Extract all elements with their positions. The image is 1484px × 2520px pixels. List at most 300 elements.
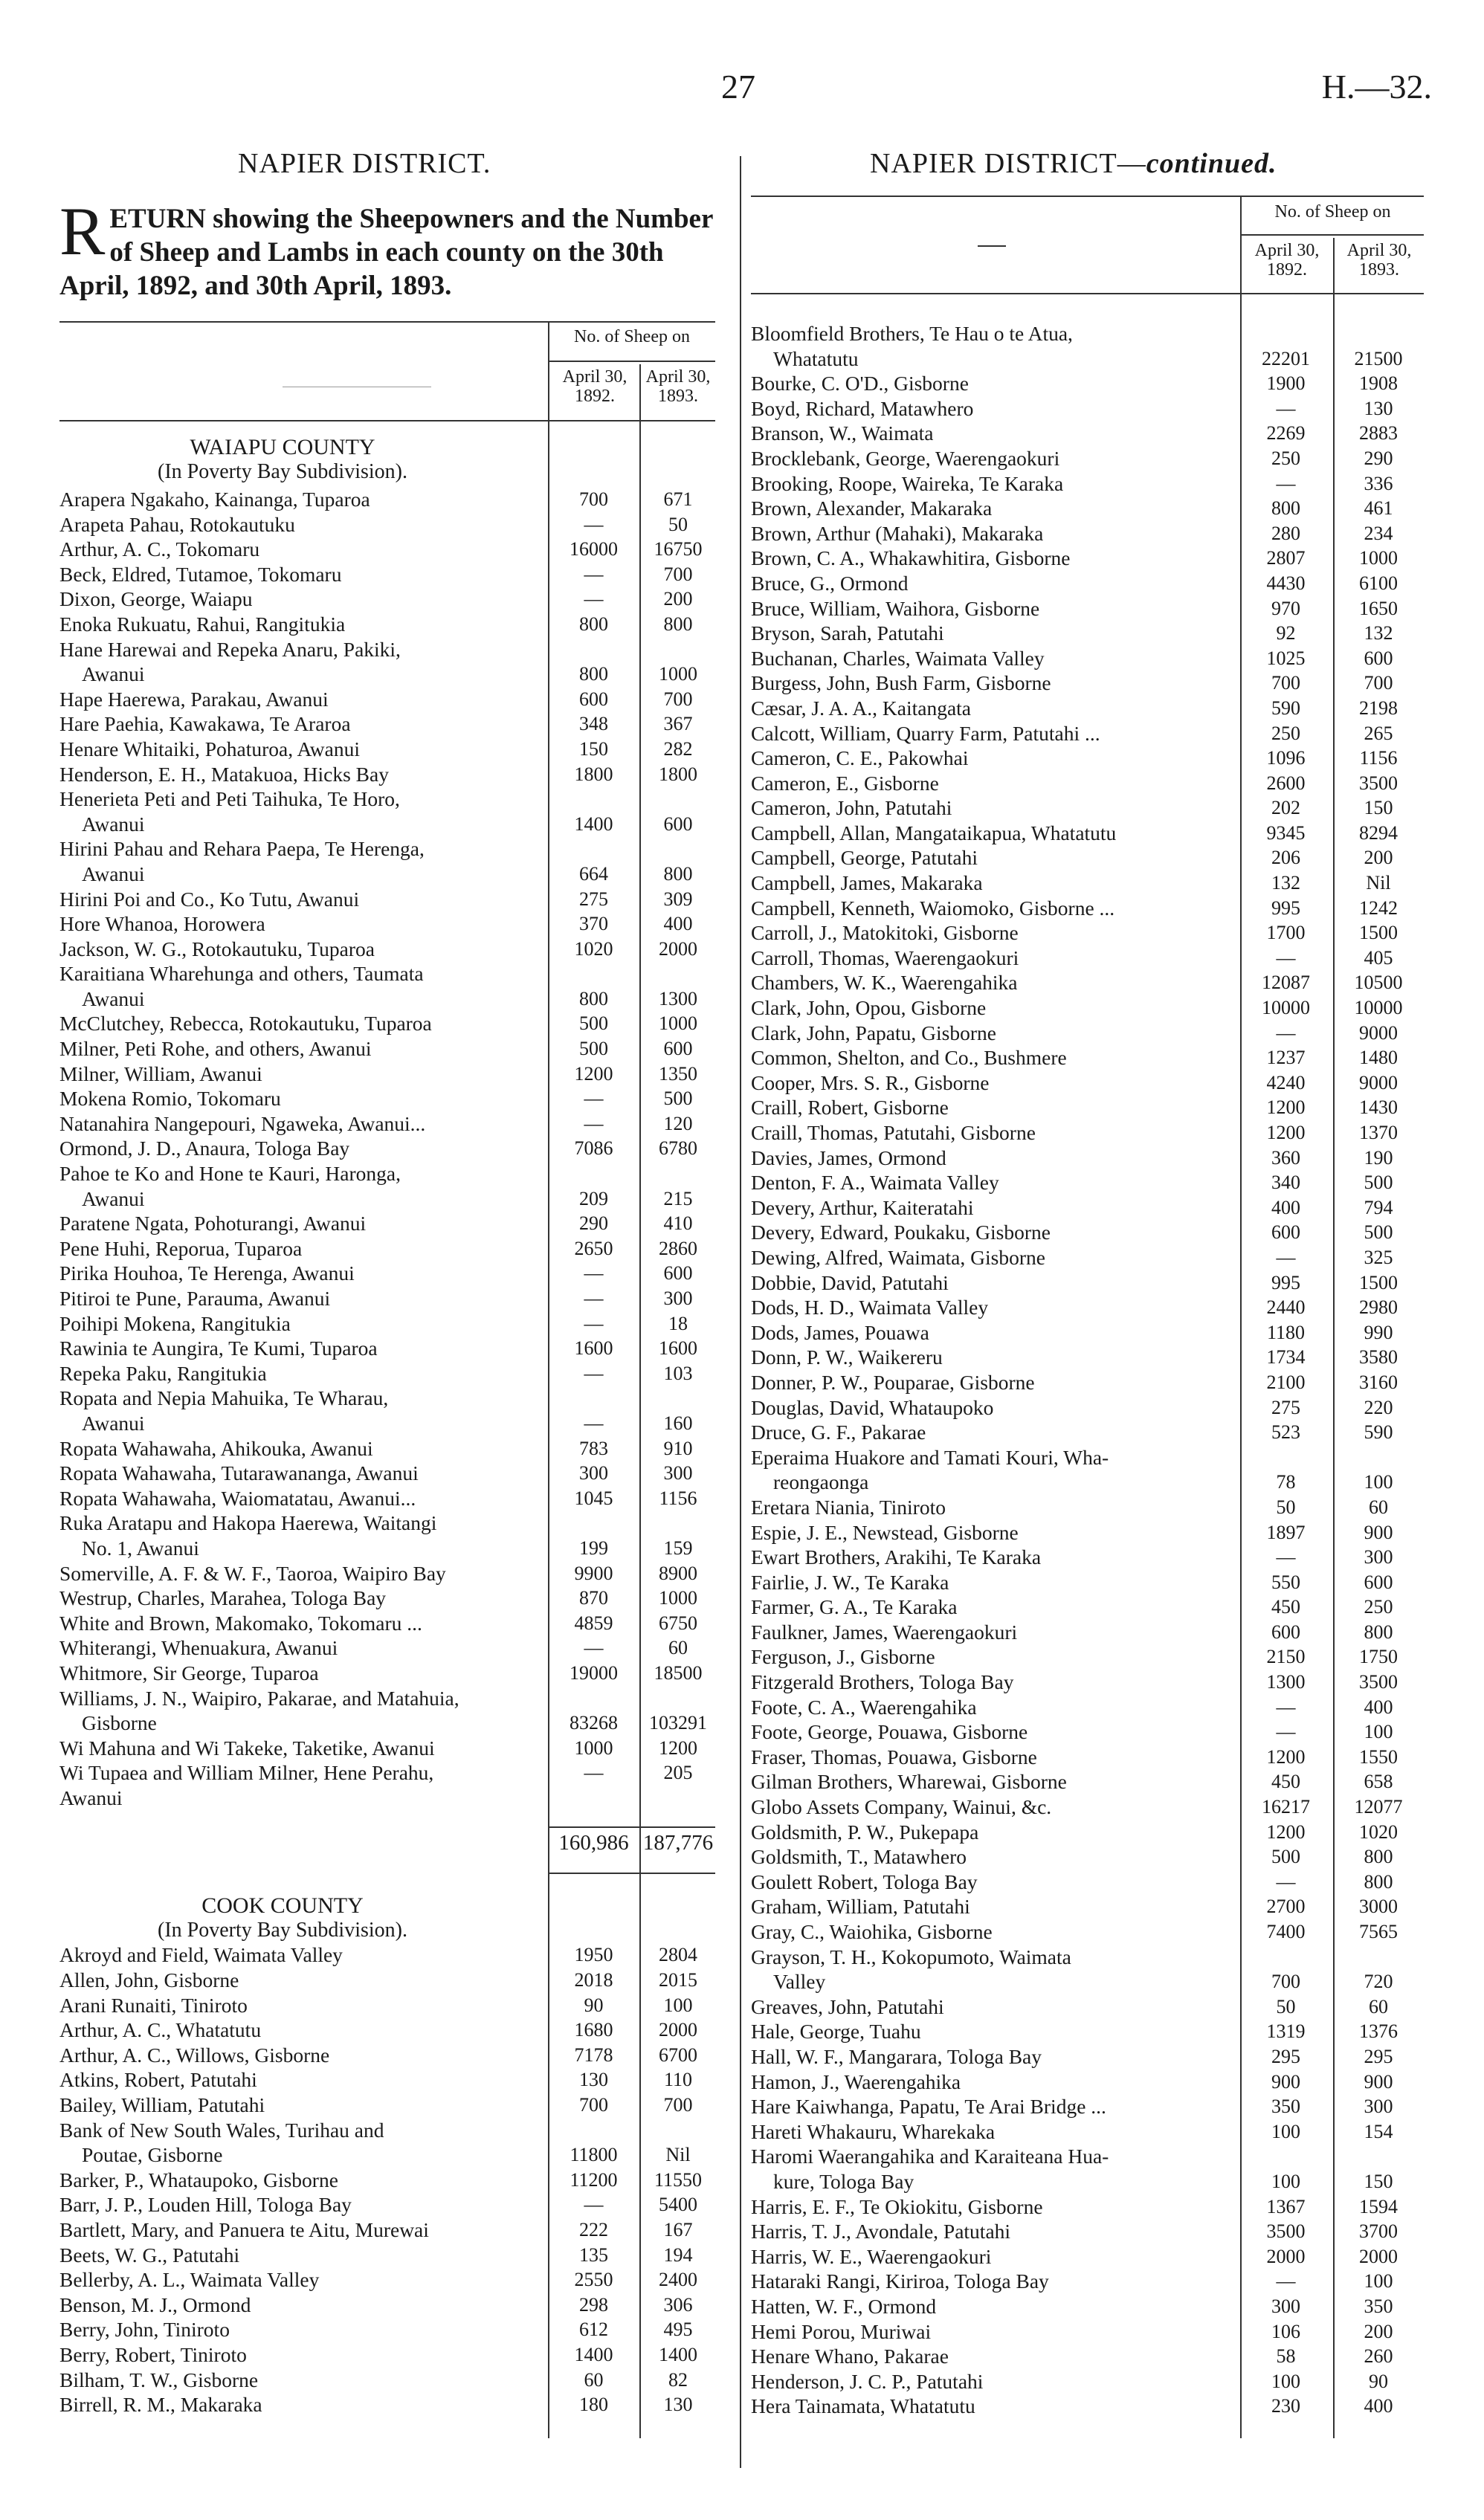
- owner-name: Poihipi Mokena, Rangitukia: [59, 1311, 291, 1335]
- sheep-count-1893: 295: [1364, 2045, 1393, 2067]
- sheep-count-1893: 103: [663, 1362, 693, 1384]
- owner-name: Bank of New South Wales, Turihau and: [59, 2118, 384, 2142]
- sheep-count-1892: 400: [1271, 1196, 1300, 1218]
- waiapu-row: [59, 1561, 715, 1586]
- waiapu-row: [59, 1536, 715, 1561]
- owner-name: Harris, W. E., Waerengaokuri: [751, 2244, 992, 2268]
- owner-name: Ropata Wahawaha, Waiomatatau, Awanui...: [59, 1486, 416, 1510]
- napier-cont-row: [751, 596, 1424, 621]
- waiapu-row: [59, 1361, 715, 1386]
- sheep-count-1892: 7086: [574, 1137, 613, 1160]
- cook-row: [59, 1968, 715, 1993]
- owner-name: Branson, W., Waimata: [751, 421, 934, 445]
- owner-name: Gilman Brothers, Wharewai, Gisborne: [751, 1770, 1067, 1794]
- napier-cont-row: [751, 421, 1424, 446]
- sheep-count-1893: 1500: [1359, 1271, 1398, 1293]
- sheep-count-1893: 400: [1364, 2395, 1393, 2417]
- owner-name: Davies, James, Ormond: [751, 1146, 946, 1169]
- sheep-count-1892: 7400: [1266, 1921, 1306, 1942]
- napier-cont-row: [751, 696, 1424, 721]
- sheep-count-1893: 495: [663, 2319, 693, 2341]
- napier-cont-row: [751, 471, 1424, 497]
- sheep-count-1892: 1300: [1266, 1671, 1306, 1693]
- sheep-count-1892: 19000: [570, 1661, 618, 1684]
- sheep-count-1893: 700: [663, 563, 693, 585]
- sheep-count-1893: 3700: [1359, 2220, 1398, 2243]
- owner-name: Hemi Porou, Muriwai: [751, 2319, 932, 2343]
- sheep-count-1893: Nil: [665, 2144, 691, 2166]
- sheep-count-1893: 150: [1364, 797, 1393, 819]
- sheep-count-1892: 9900: [574, 1562, 613, 1584]
- owner-name: Harris, E. F., Te Okiokitu, Gisborne: [751, 2194, 1043, 2218]
- owner-name: Hape Haerewa, Parakau, Awanui: [59, 687, 329, 711]
- waiapu-row: [59, 612, 715, 637]
- intro-paragraph: [59, 193, 729, 303]
- owner-name: Campbell, George, Patutahi: [751, 846, 978, 870]
- napier-cont-row: [751, 1295, 1424, 1320]
- waiapu-row: [59, 1586, 715, 1611]
- sheep-count-1892: 275: [579, 888, 608, 910]
- owner-name: Henderson, E. H., Matakuoa, Hicks Bay: [59, 762, 389, 786]
- sheep-count-1893: 159: [663, 1537, 693, 1559]
- sheep-count-1893: 405: [1364, 946, 1393, 969]
- sheep-count-1892: 3500: [1266, 2220, 1306, 2243]
- cook-row: [59, 1993, 715, 2018]
- waiapu-row: [59, 1211, 715, 1236]
- owner-name: Ropata Wahawaha, Ahikouka, Awanui: [59, 1436, 373, 1460]
- owner-name: Rawinia te Aungira, Te Kumi, Tuparoa: [59, 1337, 378, 1360]
- right-col2-header: April 30, 1893.: [1346, 241, 1412, 280]
- sheep-count-1893: 309: [663, 888, 693, 910]
- sheep-count-1892: 2000: [1266, 2245, 1306, 2267]
- owner-name: Hamon, J., Waerengahika: [751, 2070, 961, 2093]
- owner-name: Hane Harewai and Repeka Anaru, Pakiki,: [59, 637, 401, 661]
- owner-name: Allen, John, Gisborne: [59, 1968, 239, 1992]
- owner-name: Pahoe te Ko and Hone te Kauri, Haronga,: [59, 1162, 401, 1186]
- sheep-count-1892: 970: [1271, 597, 1300, 619]
- sheep-count-1892: 1000: [574, 1736, 613, 1759]
- sheep-count-1893: 1430: [1359, 1096, 1398, 1119]
- sheep-count-1893: 12077: [1354, 1796, 1403, 1818]
- sheep-count-1893: 350: [1364, 2295, 1393, 2317]
- waiapu-row: [59, 1286, 715, 1311]
- sheep-count-1892: 2150: [1266, 1646, 1306, 1668]
- left-no-sheep-header: No. of Sheep on: [574, 327, 690, 346]
- sheep-count-1892: —: [1276, 472, 1296, 494]
- sheep-count-1893: 1350: [659, 1062, 697, 1085]
- sheep-count-1892: 1020: [574, 937, 613, 960]
- sheep-count-1892: 2807: [1266, 547, 1306, 569]
- sheep-count-1893: 900: [1364, 2070, 1393, 2093]
- sheep-count-1892: 1025: [1266, 647, 1306, 669]
- napier-cont-row: [751, 2194, 1424, 2220]
- napier-cont-row: [751, 995, 1424, 1021]
- sheep-count-1892: 12087: [1262, 972, 1310, 994]
- napier-cont-row: [751, 1545, 1424, 1570]
- owner-name: Bruce, William, Waihora, Gisborne: [751, 596, 1040, 620]
- sheep-count-1892: 11800: [570, 2144, 618, 2166]
- cook-county-title: COOK COUNTY: [201, 1893, 364, 1919]
- napier-cont-row: [751, 1595, 1424, 1620]
- sheep-count-1893: 367: [663, 713, 693, 735]
- owner-name: Cameron, C. E., Pakowhai: [751, 746, 969, 770]
- sheep-count-1893: 234: [1364, 522, 1393, 544]
- sheep-count-1892: 800: [579, 987, 608, 1009]
- sheep-count-1892: 58: [1276, 2345, 1296, 2368]
- left-header-bottom-rule: [59, 420, 715, 421]
- sheep-count-1893: 3580: [1359, 1346, 1398, 1369]
- right-no-sheep-header: No. of Sheep on: [1274, 202, 1391, 222]
- owner-name: Awanui: [82, 1186, 145, 1210]
- sheep-count-1892: 590: [1271, 697, 1300, 719]
- sheep-count-1892: 50: [1276, 1995, 1296, 2017]
- waiapu-row: [59, 1062, 715, 1087]
- total-bottom-rule: [548, 1873, 715, 1874]
- waiapu-row: [59, 1236, 715, 1261]
- sheep-count-1893: 3160: [1359, 1371, 1398, 1393]
- owner-name: Karaitiana Wharehunga and others, Taumata: [59, 962, 424, 986]
- sheep-count-1892: 2100: [1266, 1371, 1306, 1393]
- sheep-count-1893: 16750: [654, 538, 703, 560]
- owner-name: Arthur, A. C., Tokomaru: [59, 537, 260, 561]
- owner-name: Benson, M. J., Ormond: [59, 2293, 251, 2316]
- sheep-count-1892: —: [584, 1762, 604, 1784]
- waiapu-row: [59, 961, 715, 986]
- sheep-count-1893: 306: [663, 2293, 693, 2316]
- napier-cont-row: [751, 1745, 1424, 1770]
- sheep-count-1892: 995: [1271, 896, 1300, 919]
- sheep-count-1892: 100: [1271, 2370, 1300, 2392]
- waiapu-row: [59, 1436, 715, 1461]
- sheep-count-1893: 194: [663, 2243, 693, 2266]
- owner-name: Donner, P. W., Pouparae, Gisborne: [751, 1370, 1035, 1394]
- napier-cont-row: [751, 346, 1424, 372]
- sheep-count-1893: 260: [1364, 2345, 1393, 2368]
- owner-name: Graham, William, Patutahi: [751, 1895, 970, 1919]
- sheep-count-1893: 500: [1364, 1172, 1393, 1194]
- sheep-count-1892: 783: [579, 1437, 608, 1459]
- left-col1-header: April 30, 1892.: [562, 367, 628, 406]
- sheep-count-1892: 370: [579, 913, 608, 935]
- sheep-count-1892: 995: [1271, 1271, 1300, 1293]
- owner-name: Dods, H. D., Waimata Valley: [751, 1296, 989, 1319]
- napier-cont-row: [751, 1644, 1424, 1670]
- napier-cont-row: [751, 1195, 1424, 1221]
- owner-name: Cameron, John, Patutahi: [751, 796, 952, 820]
- napier-cont-row: [751, 671, 1424, 696]
- napier-cont-row: [751, 1095, 1424, 1120]
- sheep-count-1893: 9000: [1359, 1021, 1398, 1044]
- napier-cont-row: [751, 1570, 1424, 1595]
- waiapu-total-1893: 187,776: [642, 1831, 714, 1855]
- owner-name: Fraser, Thomas, Pouawa, Gisborne: [751, 1745, 1037, 1768]
- sheep-count-1892: 1200: [1266, 1096, 1306, 1119]
- sheep-count-1892: 60: [584, 2368, 604, 2391]
- sheep-count-1893: 7565: [1359, 1921, 1398, 1942]
- cook-rows: [59, 1942, 715, 2417]
- sheep-count-1893: 500: [663, 1088, 693, 1110]
- sheep-count-1892: 1950: [574, 1944, 613, 1966]
- right-header-bottom-rule: [751, 293, 1424, 294]
- waiapu-row: [59, 587, 715, 612]
- napier-cont-row: [751, 2319, 1424, 2345]
- napier-cont-row: [751, 970, 1424, 995]
- napier-cont-row: [751, 1994, 1424, 2020]
- sheep-count-1892: —: [584, 2194, 604, 2216]
- napier-cont-row: [751, 1220, 1424, 1245]
- owner-name: Carroll, Thomas, Waerengaokuri: [751, 946, 1019, 969]
- sheep-count-1892: 16217: [1262, 1796, 1310, 1818]
- sheep-count-1892: 800: [579, 613, 608, 635]
- napier-cont-row: [751, 946, 1424, 971]
- owner-name: Haromi Waerangahika and Karaiteana Hua-: [751, 2145, 1109, 2168]
- sheep-count-1892: —: [1276, 1021, 1296, 1044]
- cook-row: [59, 2317, 715, 2342]
- waiapu-county-title: WAIAPU COUNTY: [190, 435, 375, 459]
- napier-cont-row: [751, 1070, 1424, 1096]
- owner-name: Goulett Robert, Tologa Bay: [751, 1870, 978, 1893]
- sheep-count-1893: 600: [663, 1038, 693, 1060]
- cook-row: [59, 2118, 715, 2143]
- right-table: [751, 321, 1424, 2419]
- sheep-count-1893: 1000: [659, 1012, 697, 1035]
- owner-name: Bloomfield Brothers, Te Hau o te Atua,: [751, 322, 1073, 345]
- left-district-title: NAPIER DISTRICT.: [238, 148, 491, 179]
- napier-cont-row: [751, 1969, 1424, 1994]
- sheep-count-1893: 2400: [659, 2269, 697, 2291]
- sheep-count-1892: 4859: [574, 1612, 613, 1634]
- sheep-count-1892: 135: [579, 2243, 608, 2266]
- sheep-count-1892: 1400: [574, 2343, 613, 2365]
- sheep-count-1892: 180: [579, 2394, 608, 2416]
- sheep-count-1892: —: [584, 1312, 604, 1334]
- sheep-count-1893: 1400: [659, 2343, 697, 2365]
- owner-name: Ropata and Nepia Mahuika, Te Wharau,: [59, 1386, 389, 1410]
- sheep-count-1893: 2980: [1359, 1296, 1398, 1319]
- napier-cont-row: [751, 1120, 1424, 1146]
- sheep-count-1892: 600: [579, 688, 608, 710]
- napier-cont-row: [751, 845, 1424, 870]
- owner-name: Campbell, Allan, Mangataikapua, Whatatutu: [751, 821, 1117, 844]
- sheep-count-1893: 300: [1364, 1546, 1393, 1568]
- total-top-rule: [548, 1826, 715, 1828]
- right-title-main: NAPIER DISTRICT—: [870, 148, 1146, 179]
- sheep-count-1892: 664: [579, 862, 608, 885]
- owner-name: Devery, Arthur, Kaiteratahi: [751, 1195, 974, 1219]
- owner-name: Ropata Wahawaha, Tutarawananga, Awanui: [59, 1461, 419, 1485]
- sheep-count-1892: 9345: [1266, 821, 1306, 844]
- waiapu-row: [59, 1760, 715, 1786]
- waiapu-row: [59, 1411, 715, 1436]
- waiapu-row: [59, 1136, 715, 1161]
- waiapu-row: [59, 836, 715, 862]
- sheep-count-1893: 9000: [1359, 1071, 1398, 1093]
- sheep-count-1893: 410: [663, 1212, 693, 1235]
- sheep-count-1892: —: [584, 1412, 604, 1434]
- sheep-count-1892: 199: [579, 1537, 608, 1559]
- sheep-count-1892: 1367: [1266, 2195, 1306, 2217]
- napier-cont-row: [751, 2269, 1424, 2294]
- sheep-count-1893: 190: [1364, 1146, 1393, 1169]
- waiapu-row: [59, 1486, 715, 1511]
- napier-cont-row: [751, 621, 1424, 646]
- napier-cont-row: [751, 521, 1424, 546]
- owner-name: No. 1, Awanui: [82, 1536, 199, 1560]
- sheep-count-1893: 200: [1364, 847, 1393, 869]
- napier-cont-row: [751, 646, 1424, 671]
- sheep-count-1893: 1594: [1359, 2195, 1398, 2217]
- waiapu-total-row: [59, 1810, 715, 1878]
- owner-name: Valley: [773, 1970, 826, 1994]
- sheep-count-1892: 4430: [1266, 572, 1306, 594]
- owner-name: Bruce, G., Ormond: [751, 571, 909, 595]
- sheep-count-1893: 336: [1364, 472, 1393, 494]
- cook-row: [59, 1942, 715, 1968]
- sheep-count-1892: 360: [1271, 1146, 1300, 1169]
- napier-cont-row: [751, 1894, 1424, 1919]
- sheep-count-1893: 700: [1364, 672, 1393, 694]
- right-header-top-rule: [751, 196, 1424, 197]
- owner-name: Williams, J. N., Waipiro, Pakarae, and Matahuia,: [59, 1686, 459, 1710]
- cook-row: [59, 2293, 715, 2318]
- owner-name: Devery, Edward, Poukaku, Gisborne: [751, 1221, 1051, 1244]
- sheep-count-1893: 800: [1364, 1870, 1393, 1893]
- owner-name: Eretara Niania, Tiniroto: [751, 1495, 946, 1519]
- sheep-count-1892: 92: [1276, 622, 1296, 644]
- owner-name: Bailey, William, Patutahi: [59, 2093, 265, 2117]
- sheep-count-1893: 1376: [1359, 2020, 1398, 2043]
- napier-cont-row: [751, 1395, 1424, 1421]
- owner-name: Fitzgerald Brothers, Tologa Bay: [751, 1670, 1014, 1694]
- sheep-count-1893: 910: [663, 1437, 693, 1459]
- owner-name: Paratene Ngata, Pohoturangi, Awanui: [59, 1212, 367, 1235]
- sheep-count-1892: 10000: [1262, 997, 1310, 1019]
- owner-name: Wi Tupaea and William Milner, Hene Perahu,: [59, 1761, 434, 1785]
- sheep-count-1893: 400: [1364, 1696, 1393, 1718]
- sheep-count-1893: 3500: [1359, 1671, 1398, 1693]
- waiapu-rows: [59, 487, 715, 1810]
- sheep-count-1893: 900: [1364, 1521, 1393, 1543]
- sheep-count-1893: 130: [663, 2394, 693, 2416]
- napier-cont-row: [751, 2094, 1424, 2119]
- sheep-count-1893: 103291: [649, 1712, 707, 1734]
- sheep-count-1892: 900: [1271, 2070, 1300, 2093]
- napier-cont-row: [751, 1719, 1424, 1745]
- sheep-count-1893: 2883: [1359, 422, 1398, 445]
- waiapu-row: [59, 1736, 715, 1761]
- owner-name: Burgess, John, Bush Farm, Gisborne: [751, 671, 1051, 695]
- sheep-count-1892: 83268: [570, 1712, 618, 1734]
- napier-cont-row: [751, 321, 1424, 346]
- sheep-count-1892: —: [584, 1362, 604, 1384]
- napier-cont-row: [751, 1470, 1424, 1495]
- napier-cont-row: [751, 920, 1424, 946]
- sheep-count-1893: 200: [1364, 2320, 1393, 2342]
- napier-cont-row: [751, 795, 1424, 821]
- waiapu-row: [59, 1635, 715, 1661]
- napier-cont-row: [751, 1021, 1424, 1046]
- waiapu-row: [59, 1336, 715, 1361]
- owner-name: Greaves, John, Patutahi: [751, 1994, 944, 2018]
- sheep-count-1892: 16000: [570, 538, 618, 560]
- sheep-count-1893: 600: [663, 812, 693, 835]
- sheep-count-1892: 298: [579, 2293, 608, 2316]
- napier-cont-row: [751, 446, 1424, 471]
- napier-cont-row: [751, 2169, 1424, 2194]
- owner-name: Westrup, Charles, Marahea, Tologa Bay: [59, 1586, 387, 1610]
- owner-name: Milner, Peti Rohe, and others, Awanui: [59, 1037, 372, 1061]
- owner-name: Brown, Alexander, Makaraka: [751, 497, 993, 520]
- sheep-count-1892: —: [584, 588, 604, 610]
- sheep-count-1893: 671: [663, 488, 693, 510]
- owner-name: Jackson, W. G., Rotokautuku, Tuparoa: [59, 937, 375, 960]
- owner-name: Clark, John, Papatu, Gisborne: [751, 1021, 996, 1044]
- sheep-count-1893: 1908: [1359, 372, 1398, 395]
- sheep-count-1892: 1237: [1266, 1047, 1306, 1069]
- sheep-count-1892: 2700: [1266, 1896, 1306, 1918]
- owner-name: Donn, P. W., Waikereru: [751, 1345, 943, 1369]
- report-reference: H.—32.: [1321, 68, 1432, 106]
- owner-name: Barker, P., Whataupoko, Gisborne: [59, 2168, 338, 2191]
- waiapu-row: [59, 662, 715, 687]
- owner-name: reongaonga: [773, 1470, 869, 1494]
- sheep-count-1892: —: [584, 563, 604, 585]
- cook-row: [59, 2243, 715, 2268]
- sheep-count-1893: 990: [1364, 1321, 1393, 1343]
- sheep-count-1892: 1400: [574, 812, 613, 835]
- sheep-count-1892: 800: [579, 663, 608, 685]
- sheep-count-1893: 461: [1364, 497, 1393, 520]
- owner-name: Denton, F. A., Waimata Valley: [751, 1171, 999, 1195]
- waiapu-row: [59, 1186, 715, 1212]
- napier-cont-row: [751, 1769, 1424, 1794]
- sheep-count-1893: 60: [668, 1637, 688, 1659]
- sheep-count-1893: 167: [663, 2219, 693, 2240]
- waiapu-row: [59, 737, 715, 762]
- intro-text: ETURN showing the Sheepowners and the Number of Sheep and Lambs in each county on the 30th April, 1892, and 30th April, 1893.: [59, 204, 713, 301]
- owner-name: Hataraki Rangi, Kiriroa, Tologa Bay: [751, 2269, 1049, 2293]
- sheep-count-1893: 282: [663, 737, 693, 760]
- owner-name: Awanui: [82, 812, 145, 836]
- sheep-count-1892: 2600: [1266, 772, 1306, 794]
- sheep-count-1892: 1897: [1266, 1521, 1306, 1543]
- sheep-count-1893: 10000: [1354, 997, 1403, 1019]
- napier-cont-row: [751, 2019, 1424, 2044]
- sheep-count-1893: 10500: [1354, 972, 1403, 994]
- sheep-count-1893: 1480: [1359, 1047, 1398, 1069]
- page-number: 27: [721, 68, 755, 106]
- napier-cont-row: [751, 371, 1424, 396]
- owner-name: Atkins, Robert, Patutahi: [59, 2068, 257, 2092]
- owner-name: Henerieta Peti and Peti Taihuka, Te Horo,: [59, 787, 400, 811]
- owner-name: McClutchey, Rebecca, Rotokautuku, Tuparoa: [59, 1012, 432, 1036]
- sheep-count-1893: 60: [1369, 1496, 1388, 1518]
- sheep-count-1893: 100: [1364, 1721, 1393, 1743]
- owner-name: Poutae, Gisborne: [82, 2143, 223, 2167]
- owner-name: Brown, C. A., Whakawhitira, Gisborne: [751, 546, 1071, 570]
- waiapu-row: [59, 562, 715, 587]
- waiapu-row: [59, 862, 715, 887]
- cook-row: [59, 2267, 715, 2293]
- sheep-count-1893: 6100: [1359, 572, 1398, 594]
- sheep-count-1892: —: [1276, 1870, 1296, 1893]
- sheep-count-1892: 1096: [1266, 747, 1306, 769]
- sheep-count-1892: 1680: [574, 2019, 613, 2041]
- sheep-count-1892: —: [584, 1112, 604, 1134]
- sheep-count-1893: 21500: [1354, 347, 1403, 369]
- sheep-count-1892: 700: [1271, 1971, 1300, 1993]
- sheep-count-1892: 130: [579, 2069, 608, 2091]
